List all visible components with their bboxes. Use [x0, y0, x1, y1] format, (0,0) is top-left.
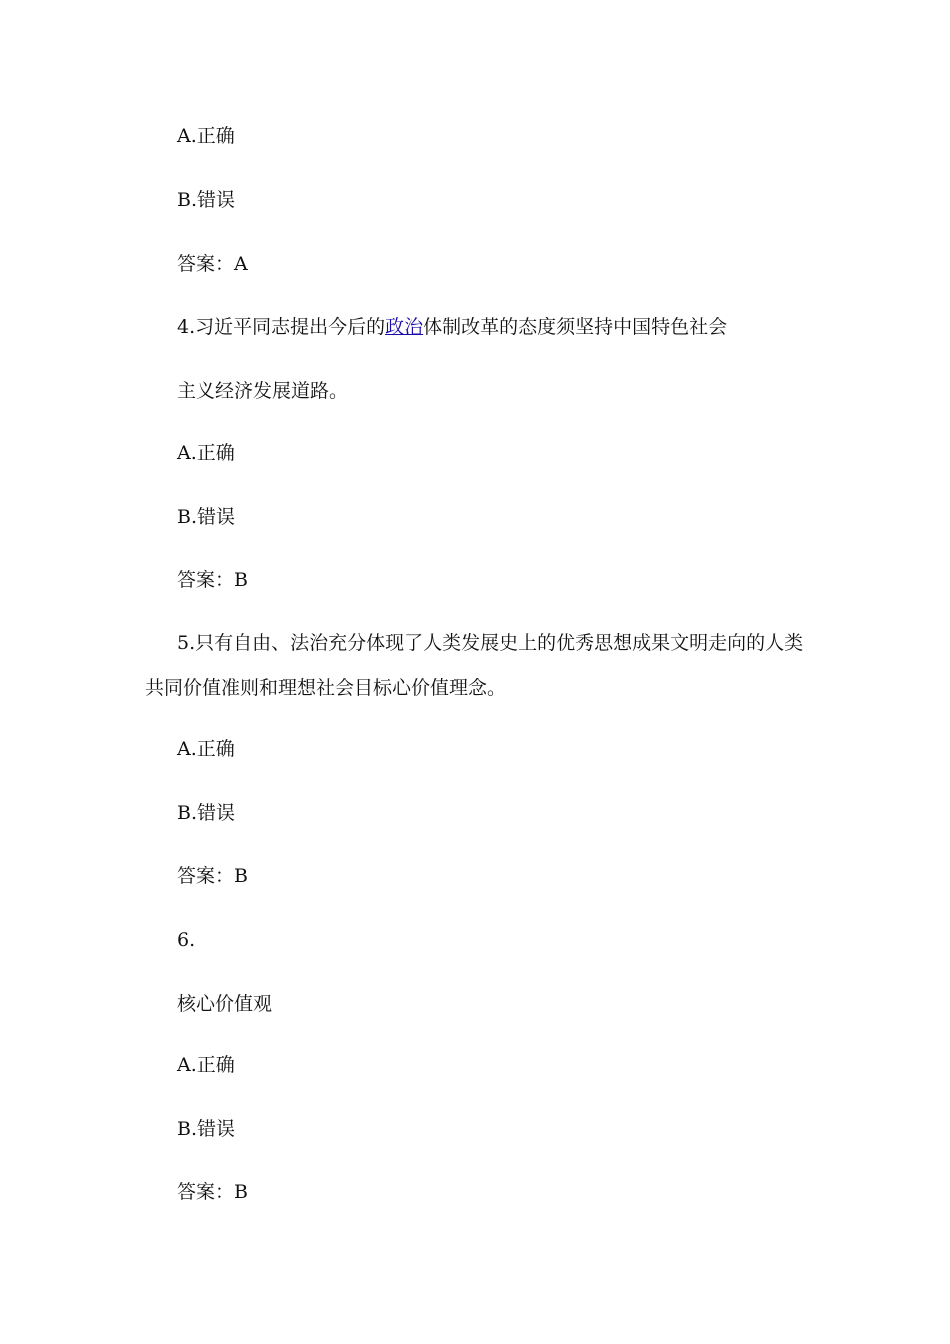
- option-b-q3: B.错误: [177, 189, 236, 211]
- question-5-line-2: 共同价值准则和理想社会目标心价值理念。: [145, 677, 507, 699]
- answer-q3: 答案：A: [177, 253, 248, 275]
- option-b-q5: B.错误: [177, 802, 236, 824]
- question-5-line-1: 5.只有自由、法治充分体现了人类发展史上的优秀思想成果文明走向的人类: [177, 632, 804, 654]
- option-a-q4: A.正确: [177, 442, 235, 464]
- answer-q6: 答案：B: [177, 1181, 248, 1203]
- politics-link[interactable]: 政治: [385, 316, 424, 338]
- question-6-line-2: 核心价值观: [177, 993, 273, 1015]
- option-a-q5: A.正确: [177, 738, 235, 760]
- question-4-line-2: 主义经济发展道路。: [177, 380, 349, 402]
- option-b-q4: B.错误: [177, 506, 236, 528]
- answer-q4: 答案：B: [177, 569, 248, 591]
- question-4-text-end: 体制改革的态度须坚持中国特色社会: [423, 316, 728, 338]
- question-4-text-start: 4.习近平同志提出今后的: [177, 316, 386, 338]
- option-a-q3: A.正确: [177, 125, 235, 147]
- question-6-number: 6.: [177, 929, 196, 951]
- question-4-line-1: [177, 315, 727, 339]
- option-a-q6: A.正确: [177, 1054, 235, 1076]
- answer-q5: 答案：B: [177, 865, 248, 887]
- option-b-q6: B.错误: [177, 1118, 236, 1140]
